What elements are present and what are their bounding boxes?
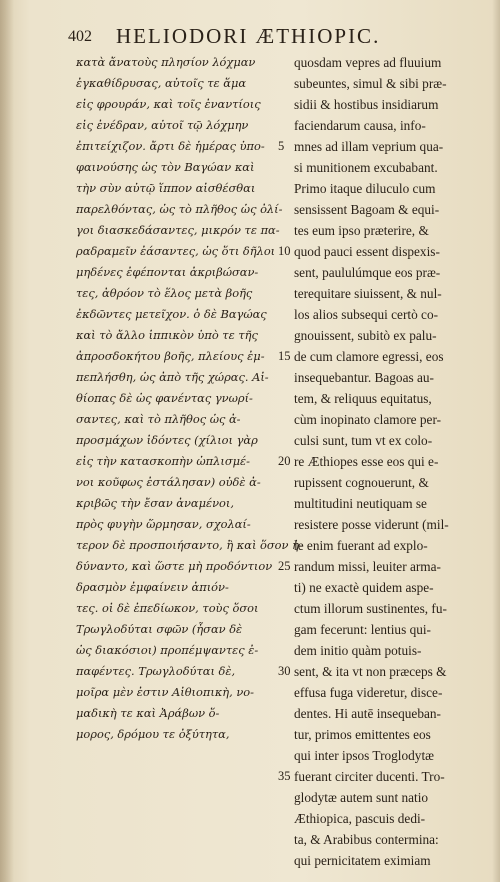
latin-text-line: randum missi, leuiter arma- <box>294 559 441 574</box>
latin-text-line: Æthiopica, pascuis dedi- <box>294 811 426 826</box>
page-spine-shadow <box>0 0 14 882</box>
greek-text-line: προσμάχων ἰδόντες (χίλιοι γὰρ <box>76 433 258 447</box>
latin-text-line: qui pernicitatem eximiam <box>294 853 431 868</box>
latin-text-line: sent, paululúmque eos præ- <box>294 265 441 280</box>
greek-text-line: εἰς ἐνέδραν, αὐτοῖ τῷ λόχμην <box>76 118 249 132</box>
line-number: 25 <box>278 559 291 573</box>
greek-text-line: ἐκδῶντες μετεῖχον. ὁ δὲ Βαγώας <box>76 307 267 321</box>
latin-text-line: le enim fuerant ad explo- <box>294 538 428 553</box>
greek-text-line: δρασμὸν ἐμφαίνειν ἀπιόν- <box>76 580 229 594</box>
latin-text-line: resistere posse viderunt (mil- <box>294 517 449 532</box>
latin-text-line: insequebantur. Bagoas au- <box>294 370 434 385</box>
greek-text-line: σαντες, καὶ τὸ πλῆθος ὡς ἀ- <box>76 412 241 426</box>
latin-text-line: culsi sunt, tum vt ex colo- <box>294 433 433 448</box>
latin-text-line: gam fecerunt: lentius qui- <box>294 622 431 637</box>
greek-text-line: μοῖρα μὲν ἐστιν Αἰθιοπικὴ, νο- <box>76 685 254 699</box>
page-edge-shadow <box>492 0 500 882</box>
greek-text-line: καὶ τὸ ἄλλο ἱππικὸν ὑπὸ τε τῆς <box>76 328 258 342</box>
latin-text-line: ti) ne exactè quidem aspe- <box>294 580 434 595</box>
latin-text-column <box>294 52 490 871</box>
latin-text-line: sensissent Bagoam & equi- <box>294 202 440 217</box>
greek-text-line: κριβῶς τὴν ἔσαν ἀναμένοι, <box>76 496 234 510</box>
greek-text-line: παρελθόντας, ὡς τὸ πλῆθος ὡς ὀλί- <box>76 202 283 216</box>
latin-text-line: qui inter ipsos Troglodytæ <box>294 748 435 763</box>
greek-text-line: Τρωγλοδύται σφῶν (ἦσαν δὲ <box>76 622 243 636</box>
greek-text-line: εἰς τὴν κατασκοπὴν ὡπλισμέ- <box>76 454 250 468</box>
greek-text-line: τὴν σὺν αὐτῷ ἵππον αἰσθέσθαι <box>76 181 256 195</box>
greek-text-line: θίοπας δὲ ὡς φανέντας γνωρί- <box>76 391 253 405</box>
greek-text-line: μηδένες ἐφέπονται ἀκριβώσαν- <box>76 265 259 279</box>
greek-text-line: δύναντο, καὶ ὥστε μὴ προδόντιον <box>76 559 273 573</box>
greek-text-line: κατὰ ἄνατοὺς πλησίον λόχμαν <box>76 55 256 69</box>
greek-text-line: τες, ἀθρόον τὸ ἕλος μετὰ βοῆς <box>76 286 253 300</box>
latin-text-line: Primo itaque diluculo cum <box>294 181 436 196</box>
latin-text-line: re Æthiopes esse eos qui e- <box>294 454 439 469</box>
latin-text-line: tur, primos emittentes eos <box>294 727 431 742</box>
latin-text-line: tes eum ipso præterire, & <box>294 223 429 238</box>
line-number: 15 <box>278 349 291 363</box>
latin-text-line: dem initio quàm potuis- <box>294 643 422 658</box>
latin-text-line: glodytæ autem sunt natio <box>294 790 429 805</box>
latin-text-line: cùm inopinato clamore per- <box>294 412 442 427</box>
line-number: 5 <box>278 139 285 153</box>
latin-text-line: multitudini neutiquam se <box>294 496 427 511</box>
latin-text-line: gnouissent, subitò ex palu- <box>294 328 437 343</box>
latin-text-line: mnes ad illam veprium qua- <box>294 139 444 154</box>
greek-text-line: τες. οἱ δὲ ἐπεδίωκον, τοὺς ὅσοι <box>76 601 259 615</box>
latin-text-line: de cum clamore egressi, eos <box>294 349 444 364</box>
latin-text-line: dentes. Hi autē insequeban- <box>294 706 441 721</box>
greek-text-line: εἰς φρουράν, καὶ τοῖς ἐναντίοις <box>76 97 261 111</box>
greek-text-line: ἐγκαθίδρυσας, αὐτοῖς τε ἅμα <box>76 76 247 90</box>
latin-text-line: ctum illorum sustinentes, fu- <box>294 601 447 616</box>
latin-text-line: faciendarum causa, info- <box>294 118 426 133</box>
greek-text-line: πρὸς φυγὴν ὥρμησαν, σχολαί- <box>76 517 251 531</box>
greek-text-line: τερον δὲ προσποιήσαντο, ἢ καὶ ὅσον ἠ- <box>76 538 303 552</box>
greek-text-line: ἀπροσδοκήτου βοῆς, πλείους ἐμ- <box>76 349 265 363</box>
line-number: 30 <box>278 664 291 678</box>
greek-text-line: γοι διασκεδάσαντες, μικρόν τε πα- <box>76 223 280 237</box>
greek-text-line: ραδραμεῖν ἐάσαντες, ὡς ὅτι δῆλοι <box>76 244 276 258</box>
latin-text-line: sent, & ita vt non præceps & <box>294 664 447 679</box>
greek-text-line: πεπλήσθη, ὡς ἀπὸ τῆς χώρας. Αἰ- <box>76 370 269 384</box>
latin-text-line: subeuntes, simul & sibi præ- <box>294 76 447 91</box>
latin-text-line: si munitionem excubabant. <box>294 160 438 175</box>
greek-text-line: νοι κοῦφως ἐστάλησαν) οὐδὲ ἀ- <box>76 475 261 489</box>
page-number: 402 <box>68 28 92 45</box>
latin-text-line: quod pauci essent dispexis- <box>294 244 440 259</box>
greek-text-line: μαδικὴ τε καὶ Ἀράβων ὅ- <box>76 706 220 720</box>
latin-text-line: quosdam vepres ad fluuium <box>294 55 442 70</box>
line-number: 20 <box>278 454 291 468</box>
latin-text-line: los alios subsequi certò co- <box>294 307 439 322</box>
greek-text-line: παφέντες. Τρωγλοδύται δὲ, <box>76 664 236 678</box>
line-number: 10 <box>278 244 291 258</box>
latin-text-line: sidii & hostibus insidiarum <box>294 97 439 112</box>
running-title: HELIODORI ÆTHIOPIC. <box>116 24 381 48</box>
latin-text-line: effusa fuga videretur, disce- <box>294 685 443 700</box>
latin-text-line: rupissent cognouerunt, & <box>294 475 429 490</box>
line-number: 35 <box>278 769 291 783</box>
latin-text-line: fuerant circiter ducenti. Tro- <box>294 769 445 784</box>
latin-text-line: terequitare siuissent, & nul- <box>294 286 442 301</box>
latin-text-line: ta, & Arabibus contermina: <box>294 832 439 847</box>
page-header <box>68 24 488 52</box>
latin-text-line: tem, & reliquus equitatus, <box>294 391 432 406</box>
greek-text-line: ὡς διακόσιοι) προπέμψαντες ἐ- <box>76 643 259 657</box>
greek-text-line: μορος, δρόμου τε ὀξύτητα, <box>76 727 230 741</box>
greek-text-line: φαινούσης ὡς τὸν Βαγώαν καὶ <box>76 160 255 174</box>
greek-text-line: ἐπιτείχιζον. ἄρτι δὲ ἡμέρας ὑπο- <box>76 139 265 153</box>
